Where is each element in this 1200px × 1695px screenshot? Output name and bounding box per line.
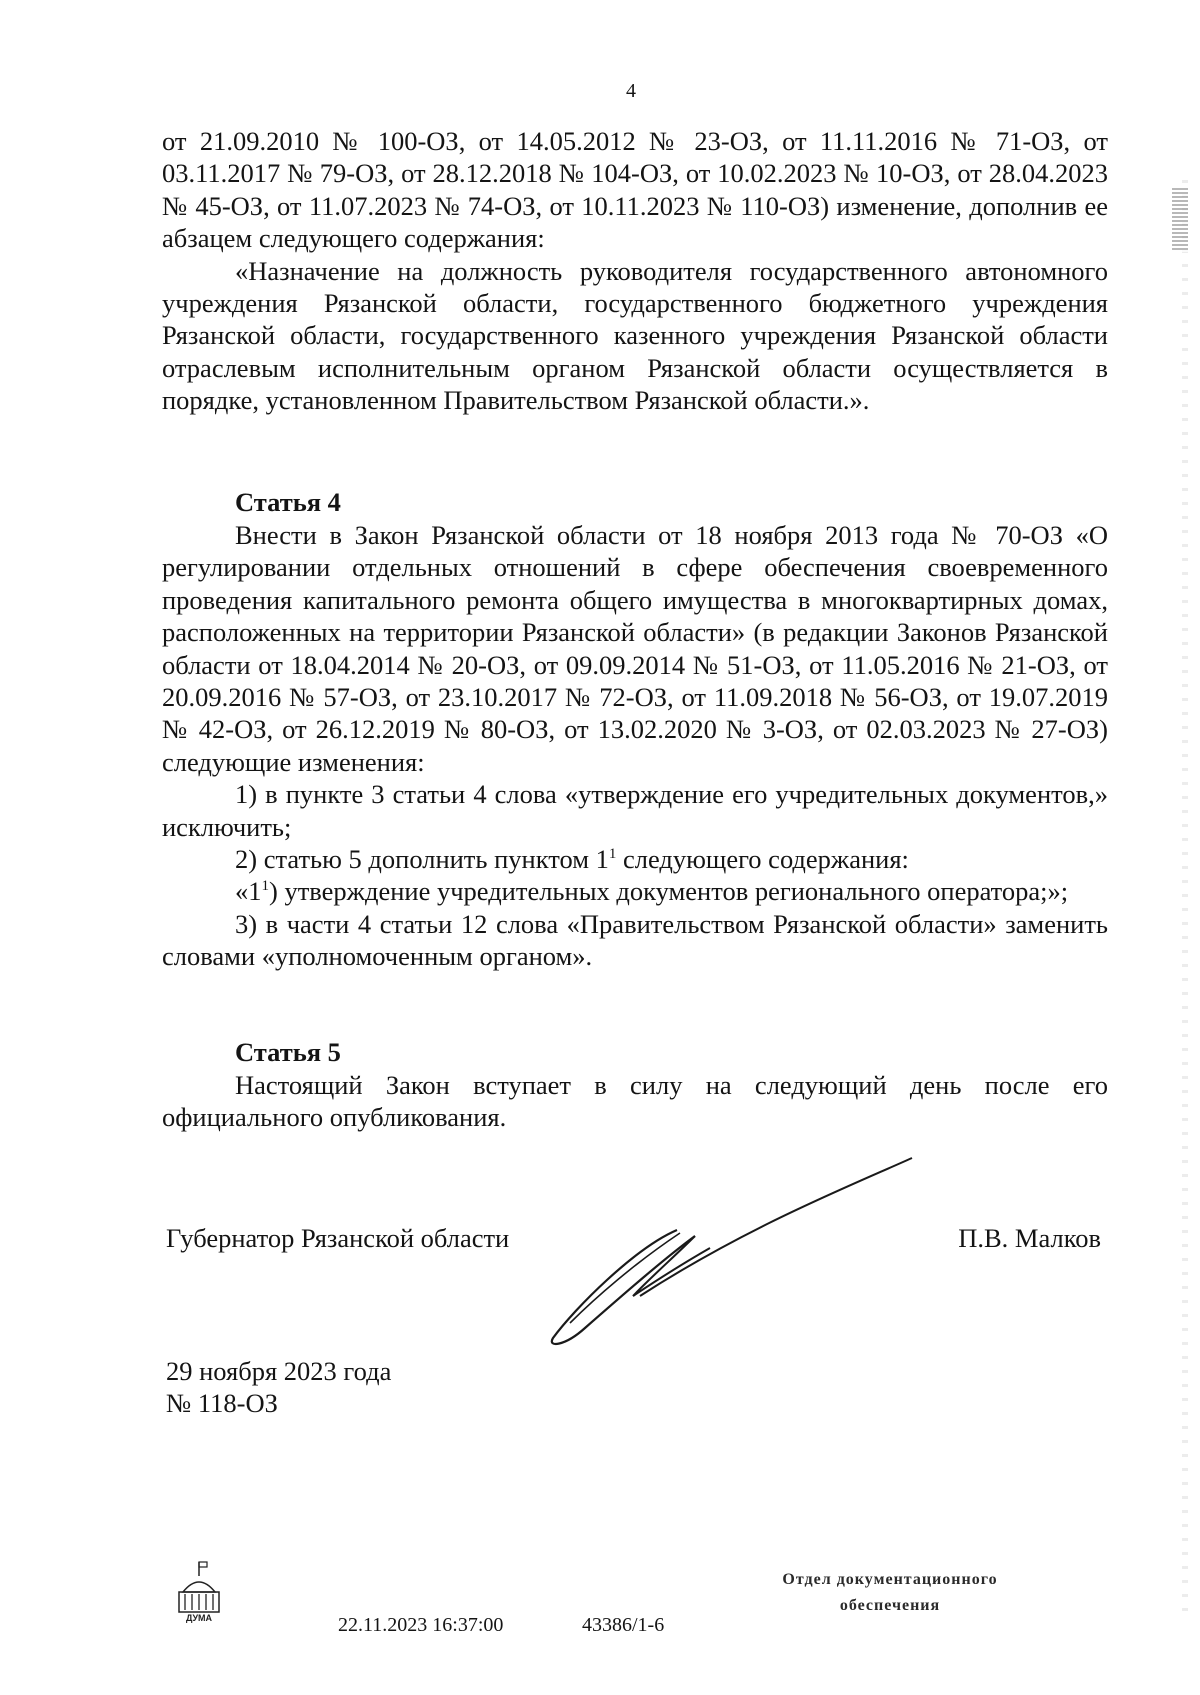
department-stamp-line-1: Отдел документационного	[782, 1571, 998, 1588]
duma-building-logo	[173, 1560, 225, 1624]
registration-datetime: 22.11.2023 16:37:00	[338, 1614, 504, 1636]
article-4-item-1: 1) в пункте 3 статьи 4 слова «утверждение его учредительных документов,» исключить;	[162, 779, 1108, 842]
article-5-heading: Статья 5	[235, 1037, 341, 1067]
intro-quoted-paragraph: «Назначение на должность руководителя государственного автономного учреждения Рязанской области, государственного бюджетного учреждения Рязанской области, государственного казенного учреждения Рязанской области отраслевым исполнительным органом Рязанской области осуществляется в порядке, установленном Правительством Рязанской области.».	[162, 255, 1108, 416]
article-4-item-2: 2) статью 5 дополнить пунктом $1^1$ следующего содержания:	[235, 844, 909, 875]
signatory-name: П.В. Малков	[958, 1223, 1101, 1253]
adoption-date: 29 ноября 2023 года	[166, 1356, 392, 1386]
svg-text:ДУМА: ДУМА	[185, 1613, 213, 1623]
intro-section	[162, 125, 1108, 417]
signatory-title: Губернатор Рязанской области	[166, 1223, 510, 1253]
article-4-paragraph: Внести в Закон Рязанской области от 18 ноября 2013 года № 70-ОЗ «О регулировании отдельных отношений в сфере обеспечения своевременного проведения капитального ремонта общего имущества в многоквартирных домах, расположенных на территории Рязанской области» (в редакции Законов Рязанской области от 18.04.2014 № 20-ОЗ, от 09.09.2014 № 51-ОЗ, от 11.05.2016 № 21-ОЗ, от 20.09.2016 № 57-ОЗ, от 23.10.2017 № 72-ОЗ, от 11.09.2018 № 56-ОЗ, от 19.07.2019 № 42-ОЗ, от 26.12.2019 № 80-ОЗ, от 13.02.2020 № 3-ОЗ, от 02.03.2023 № 27-ОЗ) следующие изменения:	[162, 520, 1108, 777]
superscript: 1	[261, 878, 269, 895]
article-4-item-3: 3) в части 4 статьи 12 слова «Правительством Рязанской области» заменить словами «уполномоченным органом».	[162, 908, 1108, 972]
department-stamp	[740, 1567, 1040, 1619]
article-4-section	[162, 485, 1108, 973]
article-4-heading: Статья 4	[235, 487, 341, 517]
law-number: № 118-ОЗ	[166, 1388, 278, 1418]
article-5-paragraph: Настоящий Закон вступает в силу на следующий день после его официального опубликования.	[162, 1070, 1108, 1133]
page-number: 4	[626, 80, 636, 102]
department-stamp-line-2: обеспечения	[839, 1597, 941, 1614]
intro-paragraph: от 21.09.2010 № 100-ОЗ, от 14.05.2012 № 23-ОЗ, от 11.11.2016 № 71-ОЗ, от 03.11.2017 № 79-ОЗ, от 28.12.2018 № 104-ОЗ, от 10.02.2023 № 10-ОЗ, от 28.04.2023 № 45-ОЗ, от 11.07.2023 № 74-ОЗ, от 10.11.2023 № 110-ОЗ) изменение, дополнив ее абзацем следующего содержания:	[162, 126, 1108, 254]
registration-number: 43386/1-6	[582, 1614, 665, 1636]
scan-edge-artifact	[1182, 180, 1188, 1620]
adoption-block	[166, 1355, 391, 1419]
handwritten-signature	[545, 1148, 925, 1348]
article-5-section	[162, 1035, 1108, 1134]
article-4-item-2-quote: «$1^1$) утверждение учредительных документов регионального оператора;»;	[235, 876, 1069, 907]
superscript: 1	[608, 846, 617, 863]
scan-edge-mark	[1172, 188, 1188, 252]
